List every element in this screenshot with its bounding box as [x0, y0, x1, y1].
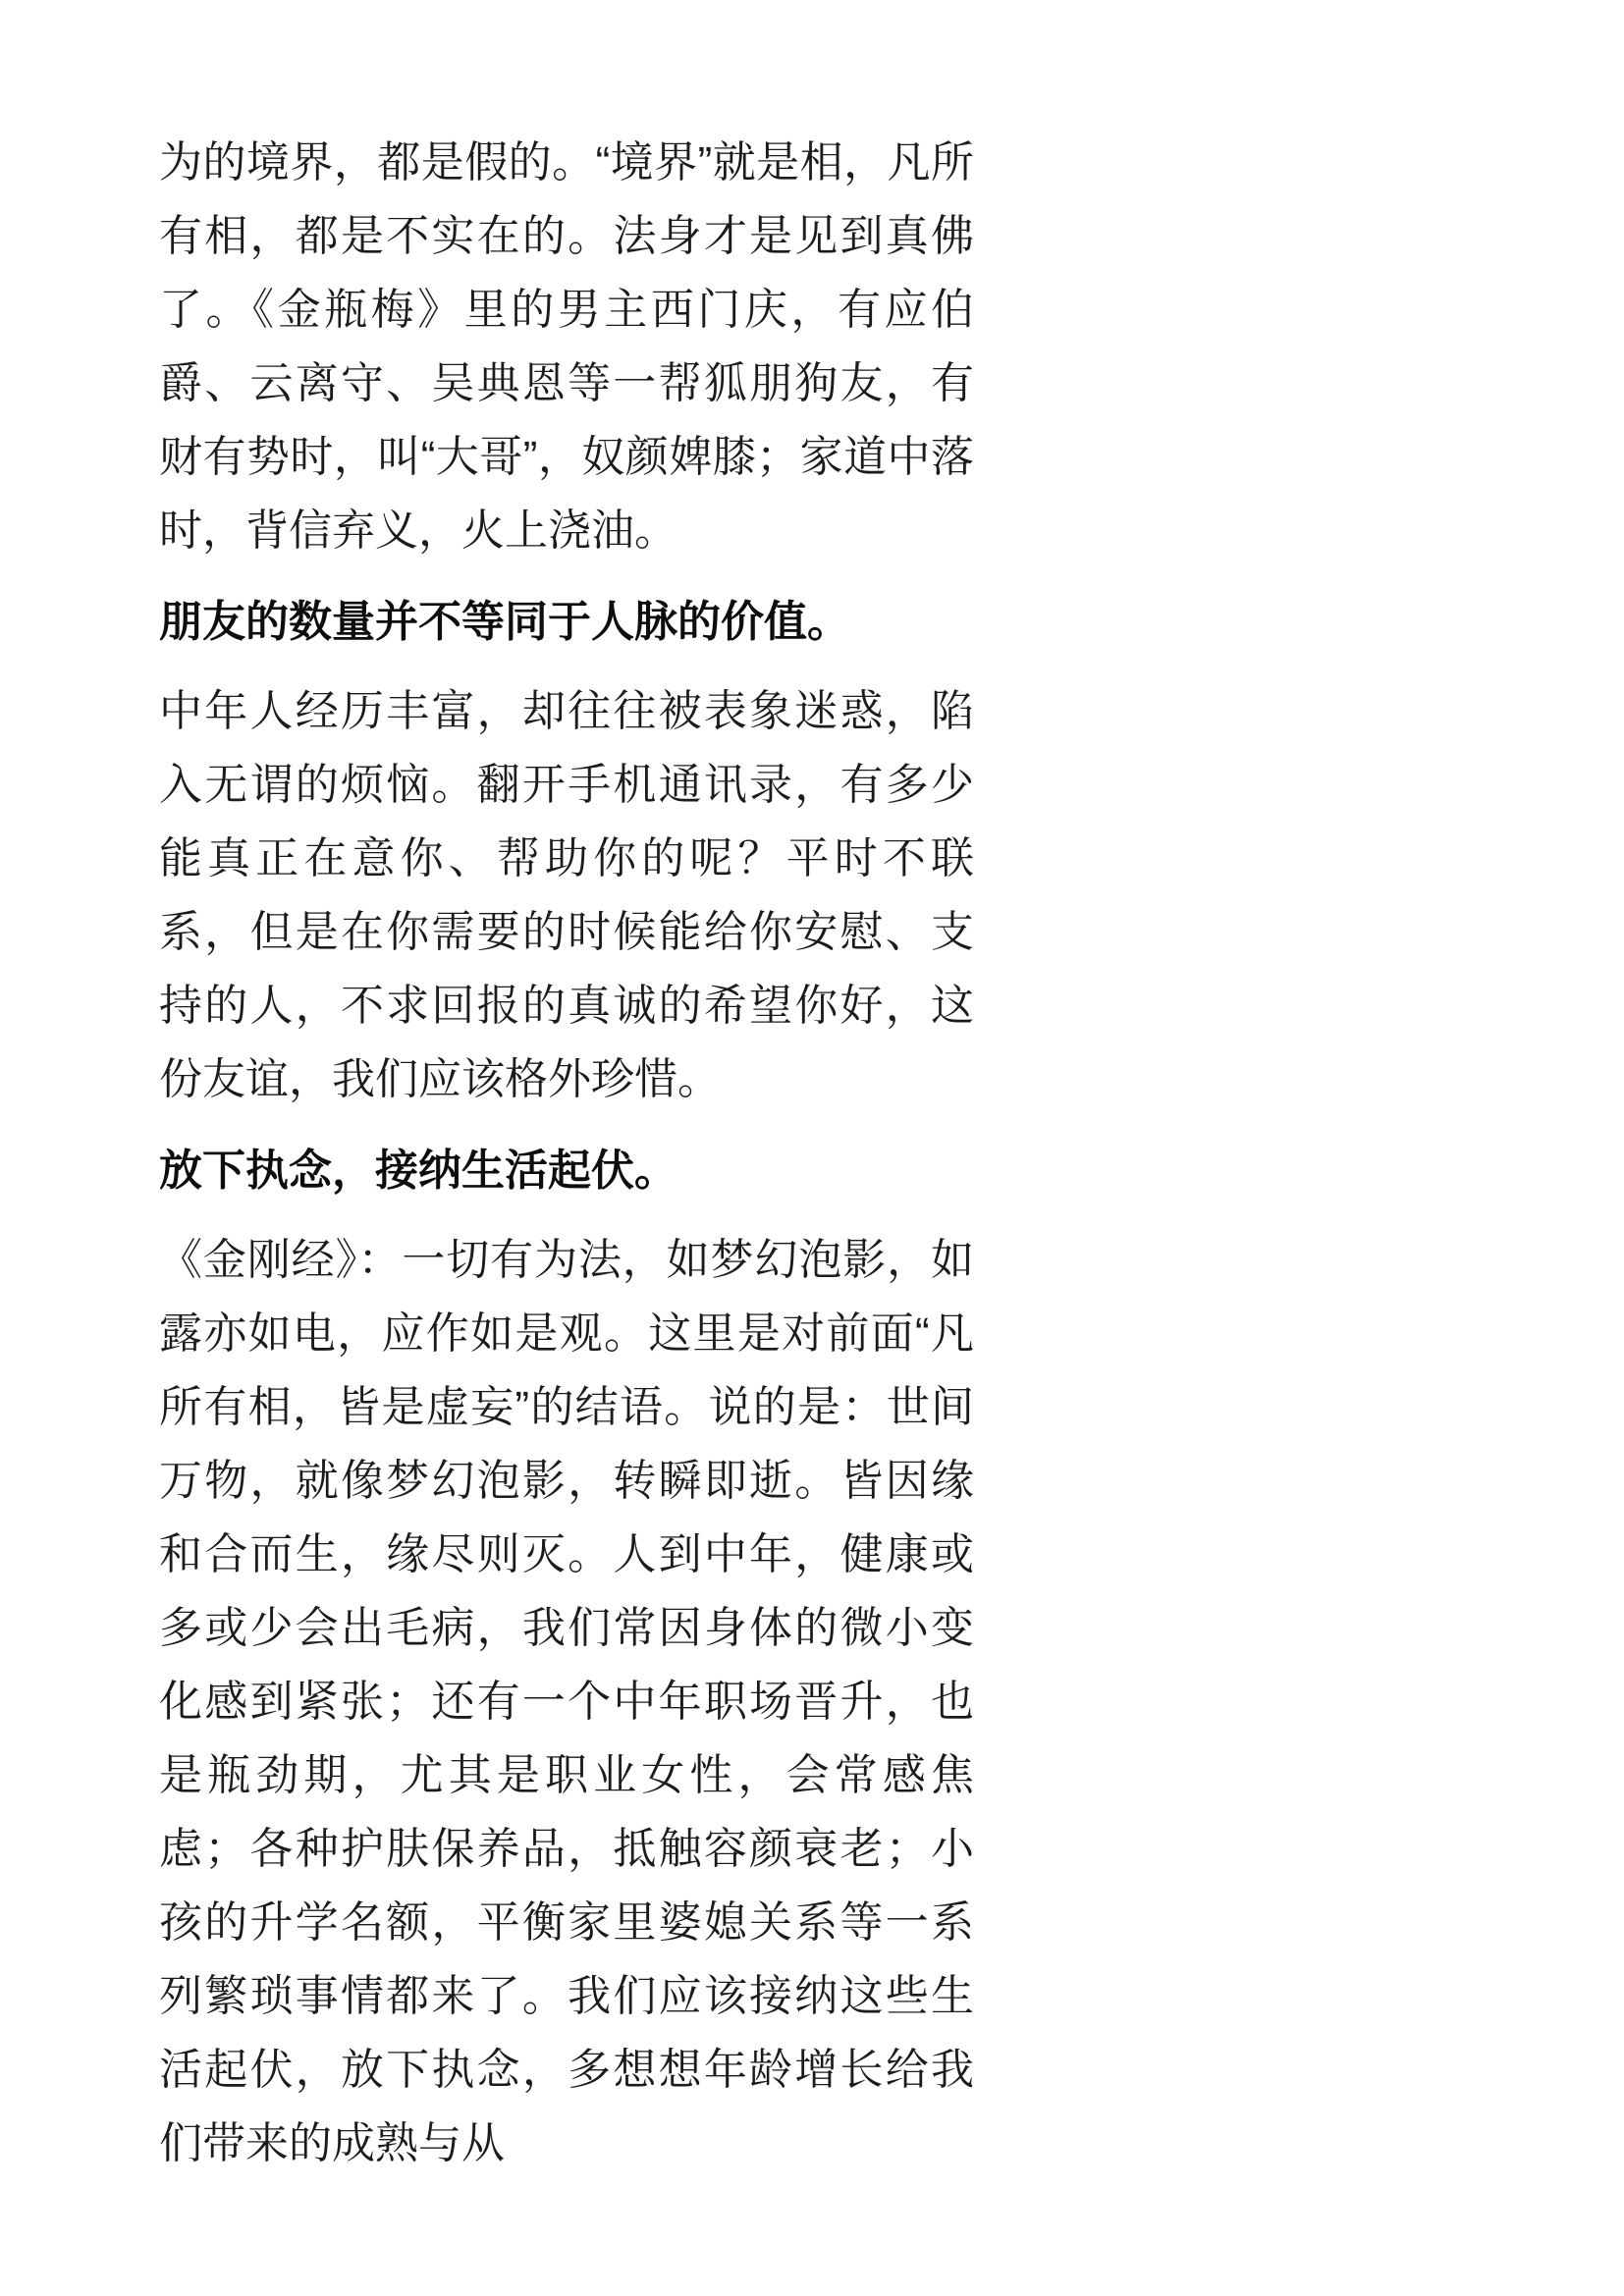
paragraph-block: 为的境界，都是假的。“境界”就是相，凡所有相，都是不实在的。法身才是见到真佛了。《金瓶梅》里的男主西门庆，有应伯爵、云离守、吴典恩等一帮狐朋狗友，有财有势时，叫“大哥”，奴颜婢膝；家道中落时，背信弃义，火上浇油。 — [159, 138, 974, 555]
section-heading-let-go: 放下执念，接纳生活起伏。 — [159, 1147, 677, 1195]
paragraph-block: 中年人经历丰富，却往往被表象迷惑，陷入无谓的烦恼。翻开手机通讯录，有多少能真正在意你、帮助你的呢？平时不联系，但是在你需要的时候能给你安慰、支持的人，不求回报的真诚的希望你好，这份友谊，我们应该格外珍惜。 — [159, 687, 974, 1103]
section-heading-friends-quantity: 朋友的数量并不等同于人脉的价值。 — [159, 598, 850, 646]
document-text-column — [159, 126, 974, 2192]
paragraph-block: 《金刚经》：一切有为法，如梦幻泡影，如露亦如电，应作如是观。这里是对前面“凡所有相，皆是虚妄”的结语。说的是：世间万物，就像梦幻泡影，转瞬即逝。皆因缘和合而生，缘尽则灭。人到中年，健康或多或少会出毛病，我们常因身体的微小变化感到紧张；还有一个中年职场晋升，也是瓶劲期，尤其是职业女性，会常感焦虑；各种护肤保养品，抵触容颜衰老；小孩的升学名额，平衡家里婆媳关系等一系列繁琐事情都来了。我们应该接纳这些生活起伏，放下执念，多想想年龄增长给我们带来的成熟与从 — [159, 1236, 974, 2167]
